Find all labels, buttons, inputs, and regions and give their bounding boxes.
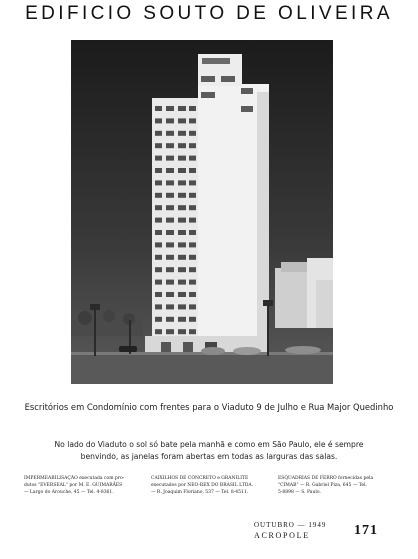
credit-line: dutos "EVERSEAL" por M. E. GUIMARÃES (24, 483, 123, 489)
credit-iron-frames (278, 475, 396, 497)
building-photo-graphic (71, 40, 333, 384)
credit-line: executados por NEO-REX DO BRASIL LTDA. (151, 483, 254, 489)
credit-line: "CIMAB" — R. Gabriel Piza, 645 — Tel. (278, 483, 367, 489)
page-title: EDIFICIO SOUTO DE OLIVEIRA (25, 3, 393, 24)
credit-line: ESQUADRIAS DE FERRO fornecidas pela (278, 476, 374, 481)
description-line-1: No lado do Viaduto o sol só bate pela manhã e como em São Paulo, ele é sempre (54, 440, 364, 449)
magazine-name: ACROPOLE (254, 531, 310, 540)
credits-section (24, 475, 396, 497)
credit-line: IMPERMEABILISAÇÃO executada com pro- (24, 476, 125, 481)
credit-line: 5-8898 — S. Paulo. (278, 490, 321, 496)
credit-line: CAIXILHOS DE CONCRETO e GRANILITE (151, 476, 249, 481)
credit-line: — R. Joaquim Floriano, 537 — Tel. 8-4511. (151, 490, 249, 496)
credit-waterproofing (24, 475, 142, 497)
credit-window-frames (151, 475, 269, 497)
page-number: 171 (354, 523, 378, 538)
description-line-2: benvindo, as janelas foram abertas em todas as larguras das salas. (80, 452, 338, 461)
credit-line: — Largo do Arouche, 45 — Tel. 4-8361. (24, 490, 114, 496)
issue-date: OUTUBRO — 1949 (254, 521, 327, 529)
photo-caption: Escritórios em Condomínio com frentes para o Viaduto 9 de Julho e Rua Major Quedinho (24, 402, 394, 412)
building-photo (71, 40, 333, 384)
